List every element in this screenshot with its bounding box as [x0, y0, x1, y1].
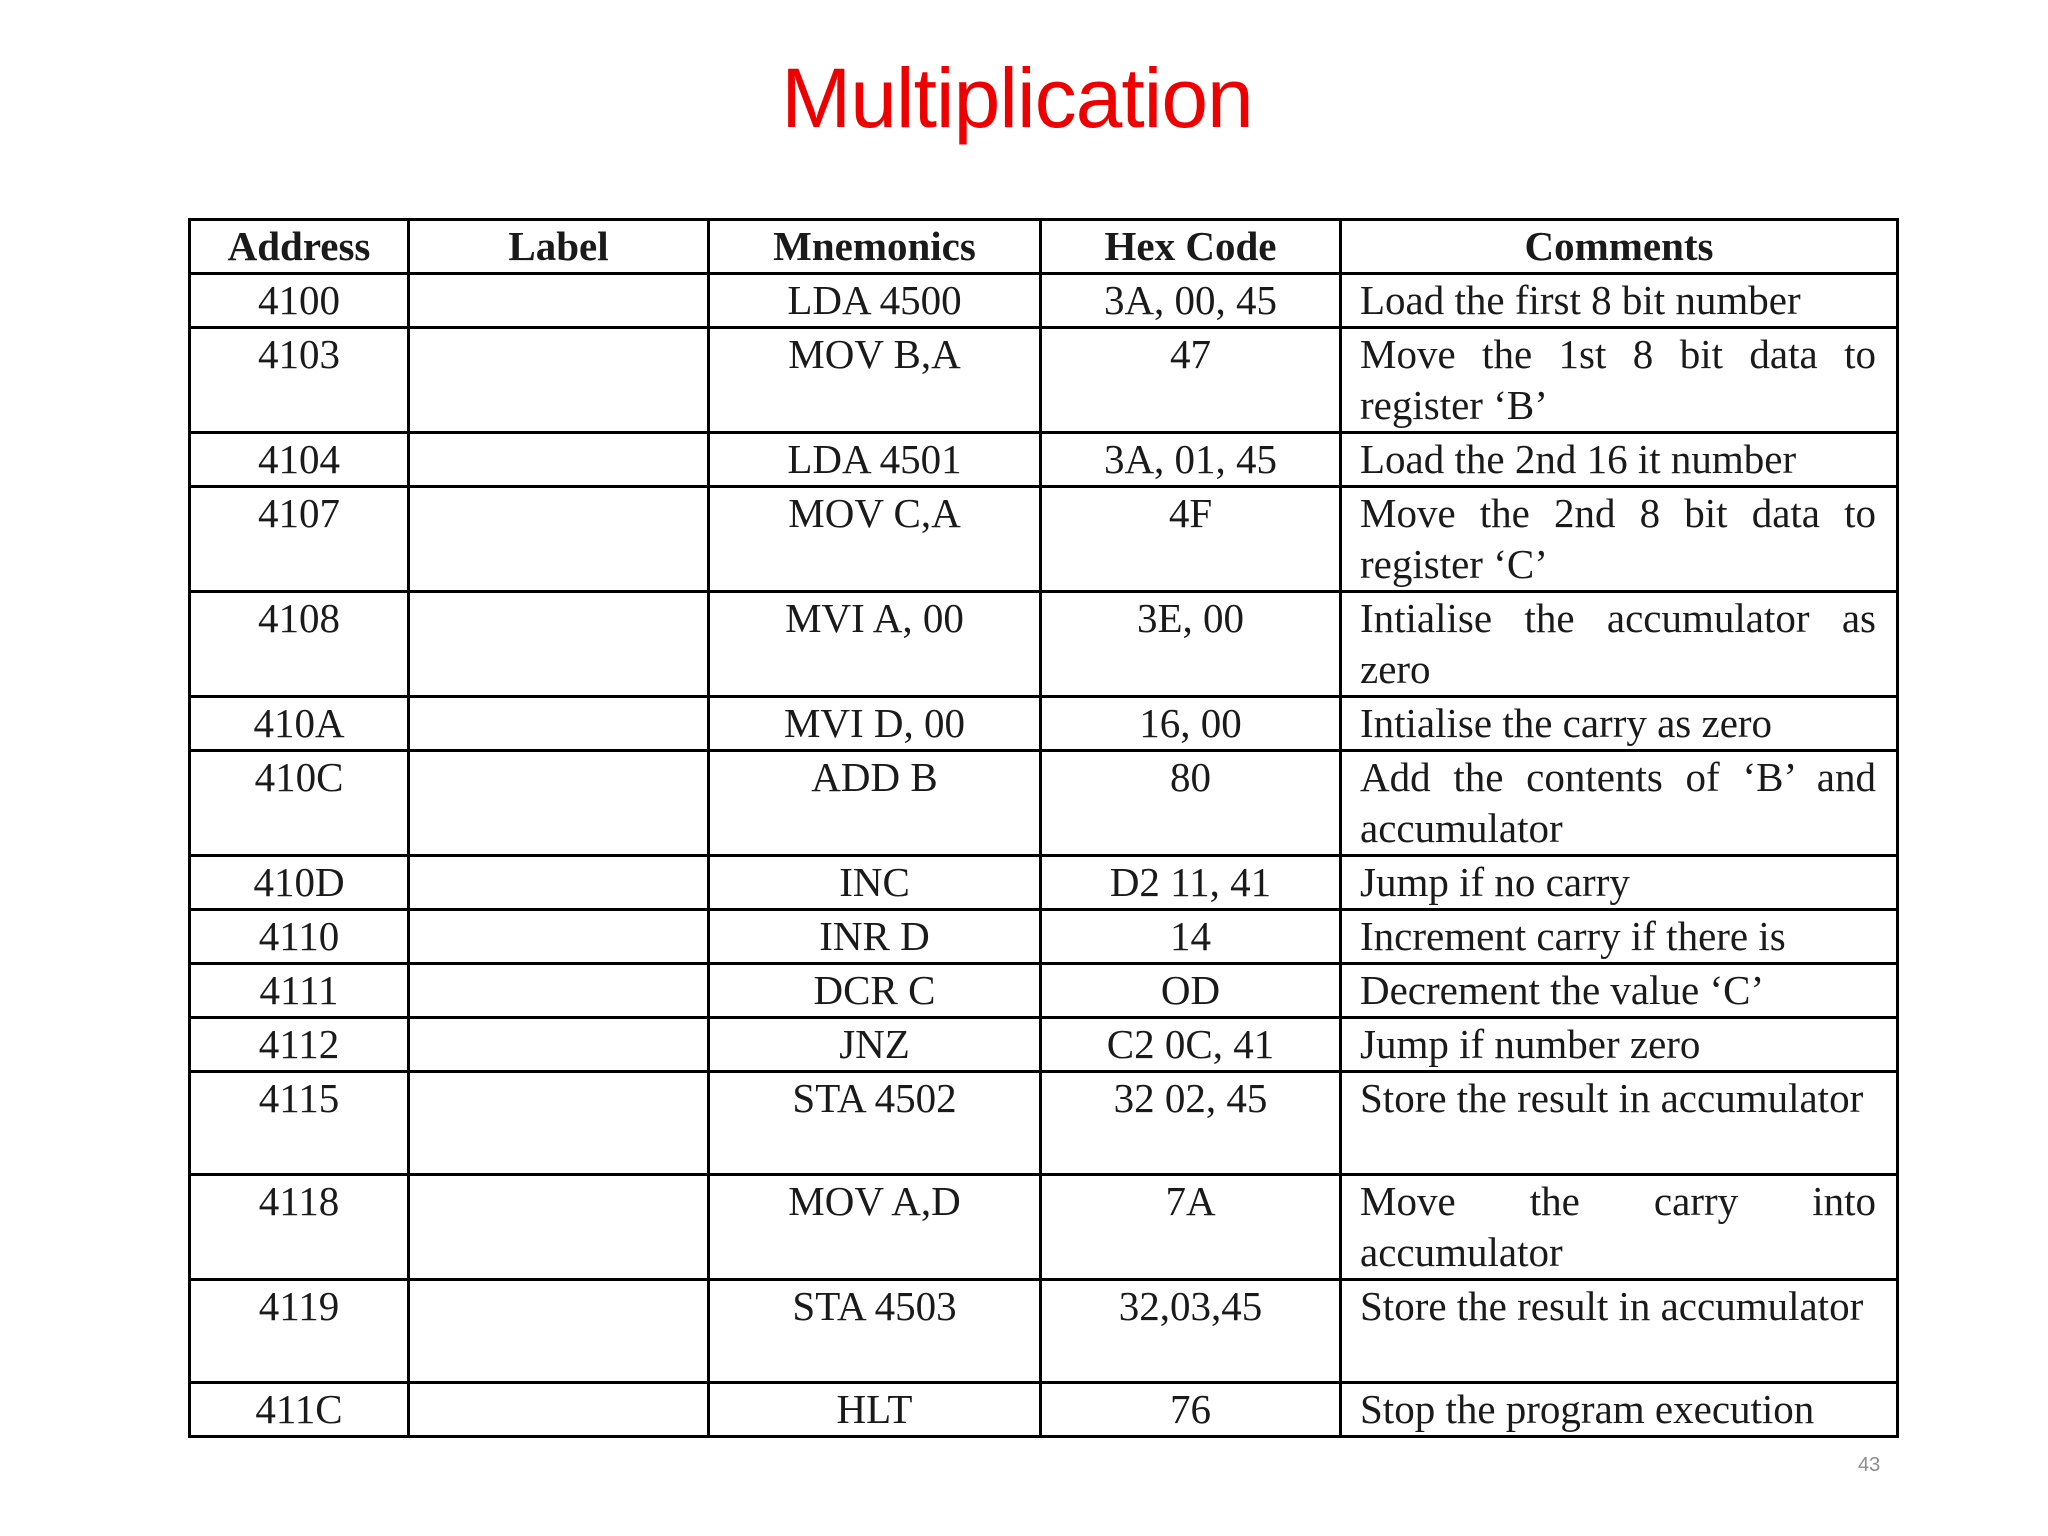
address-cell: 4115	[190, 1072, 409, 1175]
hex-code-cell: 76	[1041, 1383, 1341, 1437]
hex-code-cell: 32,03,45	[1041, 1280, 1341, 1383]
comment-cell: Stop the program execution	[1341, 1383, 1898, 1437]
comment-cell: Jump if no carry	[1341, 856, 1898, 910]
address-cell: 4119	[190, 1280, 409, 1383]
page-number: 43	[1858, 1454, 1881, 1476]
mnemonic-cell: INR D	[709, 910, 1041, 964]
comment-cell: Add the contents of ‘B’ and accumulator	[1341, 751, 1898, 856]
address-cell: 4107	[190, 487, 409, 592]
mnemonic-cell: HLT	[709, 1383, 1041, 1437]
comment-cell: Decrement the value ‘C’	[1341, 964, 1898, 1018]
comment-cell: Store the result in accumulator	[1341, 1072, 1898, 1175]
label-cell	[409, 1280, 709, 1383]
table-row	[190, 964, 1898, 1018]
label-cell	[409, 751, 709, 856]
address-cell: 410A	[190, 697, 409, 751]
hex-code-cell: 4F	[1041, 487, 1341, 592]
address-cell: 4103	[190, 328, 409, 433]
hex-code-cell: C2 0C, 41	[1041, 1018, 1341, 1072]
comment-cell: Intialise the accumulator as zero	[1341, 592, 1898, 697]
table-row	[190, 1072, 1898, 1175]
comment-cell: Jump if number zero	[1341, 1018, 1898, 1072]
mnemonic-cell: LDA 4500	[709, 274, 1041, 328]
mnemonic-cell: STA 4502	[709, 1072, 1041, 1175]
label-cell	[409, 274, 709, 328]
slide-title: Multiplication	[781, 51, 1253, 145]
address-cell: 410D	[190, 856, 409, 910]
table-row	[190, 910, 1898, 964]
hex-code-cell: 3A, 01, 45	[1041, 433, 1341, 487]
mnemonic-cell: MOV B,A	[709, 328, 1041, 433]
hex-code-cell: 32 02, 45	[1041, 1072, 1341, 1175]
address-cell: 4110	[190, 910, 409, 964]
address-cell: 4112	[190, 1018, 409, 1072]
mnemonic-cell: LDA 4501	[709, 433, 1041, 487]
label-cell	[409, 910, 709, 964]
table-row	[190, 1018, 1898, 1072]
table-row	[190, 433, 1898, 487]
header-label: Label	[409, 220, 709, 274]
mnemonic-cell: MVI A, 00	[709, 592, 1041, 697]
label-cell	[409, 1383, 709, 1437]
comment-cell: Increment carry if there is	[1341, 910, 1898, 964]
address-cell: 411C	[190, 1383, 409, 1437]
table-row	[190, 1280, 1898, 1383]
label-cell	[409, 697, 709, 751]
label-cell	[409, 487, 709, 592]
mnemonic-cell: INC	[709, 856, 1041, 910]
address-cell: 4111	[190, 964, 409, 1018]
hex-code-cell: 47	[1041, 328, 1341, 433]
label-cell	[409, 964, 709, 1018]
label-cell	[409, 1072, 709, 1175]
header-address: Address	[190, 220, 409, 274]
hex-code-cell: 80	[1041, 751, 1341, 856]
comment-cell: Load the 2nd 16 it number	[1341, 433, 1898, 487]
table-row	[190, 1175, 1898, 1280]
hex-code-cell: 7A	[1041, 1175, 1341, 1280]
comment-cell: Store the result in accumulator	[1341, 1280, 1898, 1383]
mnemonic-cell: MOV C,A	[709, 487, 1041, 592]
hex-code-cell: 3A, 00, 45	[1041, 274, 1341, 328]
table-header-row	[190, 220, 1898, 274]
address-cell: 410C	[190, 751, 409, 856]
hex-code-cell: 3E, 00	[1041, 592, 1341, 697]
label-cell	[409, 592, 709, 697]
program-table-container	[188, 218, 1896, 1438]
header-hex-code: Hex Code	[1041, 220, 1341, 274]
comment-cell: Move the 1st 8 bit data to register ‘B’	[1341, 328, 1898, 433]
header-comments: Comments	[1341, 220, 1898, 274]
table-row	[190, 274, 1898, 328]
hex-code-cell: OD	[1041, 964, 1341, 1018]
address-cell: 4118	[190, 1175, 409, 1280]
table-row	[190, 751, 1898, 856]
mnemonic-cell: JNZ	[709, 1018, 1041, 1072]
table-row	[190, 856, 1898, 910]
table-row	[190, 592, 1898, 697]
comment-cell: Move the carry into accumulator	[1341, 1175, 1898, 1280]
mnemonic-cell: MVI D, 00	[709, 697, 1041, 751]
label-cell	[409, 1018, 709, 1072]
mnemonic-cell: STA 4503	[709, 1280, 1041, 1383]
label-cell	[409, 856, 709, 910]
table-body	[190, 274, 1898, 1437]
table-row	[190, 487, 1898, 592]
hex-code-cell: 14	[1041, 910, 1341, 964]
comment-cell: Intialise the carry as zero	[1341, 697, 1898, 751]
table-row	[190, 328, 1898, 433]
table-row	[190, 1383, 1898, 1437]
mnemonic-cell: ADD B	[709, 751, 1041, 856]
comment-cell: Load the first 8 bit number	[1341, 274, 1898, 328]
hex-code-cell: 16, 00	[1041, 697, 1341, 751]
address-cell: 4100	[190, 274, 409, 328]
hex-code-cell: D2 11, 41	[1041, 856, 1341, 910]
comment-cell: Move the 2nd 8 bit data to register ‘C’	[1341, 487, 1898, 592]
mnemonic-cell: MOV A,D	[709, 1175, 1041, 1280]
mnemonic-cell: DCR C	[709, 964, 1041, 1018]
address-cell: 4104	[190, 433, 409, 487]
table-row	[190, 697, 1898, 751]
header-mnemonics: Mnemonics	[709, 220, 1041, 274]
label-cell	[409, 1175, 709, 1280]
program-table	[188, 218, 1899, 1438]
label-cell	[409, 328, 709, 433]
label-cell	[409, 433, 709, 487]
address-cell: 4108	[190, 592, 409, 697]
